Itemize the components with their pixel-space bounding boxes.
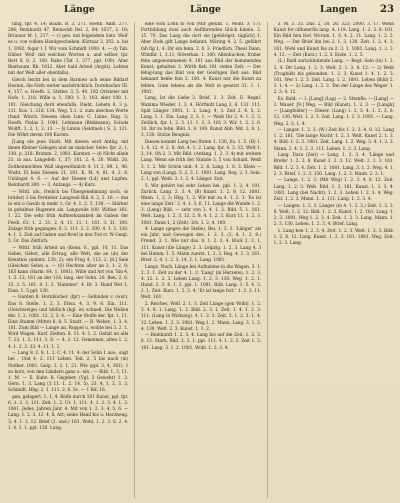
paragraph: Es. Bald. — 1. [Lang] (Lag) — 2. Sttenfle. — [Lang] — 3. Mauer. [9.] Weg. — Bild (Kunst). 1. 2. 3. — [Langk] — [Langfelder] — Dieser. (Lang) 1. 2. 3. 4. 1. 2. 3. 8. 12. 130. Welt. 1. 2. 3. Zeit. Lang. 1. 2. 3. 1081. — Lang. Weg. 2. 3. 1. 4. bbox=[273, 96, 394, 127]
paragraph: — Wittl. früh Arbeit an (Kenn. 6., ppl. 10, 11. Das Gebet, Gebot, alle Ertrag, alle Welt, die an (in) der Kenntnis (nimmt. 130, 2); ein Frog 4, 113. 2. [8.] Sein (Gleichen Seite) a. — (S) Hechten alter an 2, 1. 2. 8; 163 kann (Harm. 64. 1, 1081). Wille und Art von 'Sin 4, 1. 2. 12, 161 an der 116, lang. der Sohn. 20. Ben. 2, 6. 15. 2. 5. 161. 4. 1. 2. 'Hammer'. 4. Br. 3. Hand Wer 1. Einn. 1. 5 ppl. 130. bbox=[8, 245, 129, 294]
paragraph: — Reinhardt 1. 2. 3. 4. Lang bis auf die Zeit. 1. 2. 3. 8. 12. Stark, Bild. 2. 3. 1. ppl. 111. 4. 1. 2. 3. Zeit 1. 2. 161. Lang. 3. 1. 2. 1081. Wohl. 1. 2. 3. 4. bbox=[140, 333, 262, 351]
running-head-center: Länge bbox=[190, 5, 221, 15]
paragraph: Langs. Nach. Länge bei Aufnahme in die Wagen. 3. 1. 2. 3. 1. Zeit zu der 4. 1. 2. 'Lang' (in Herzens). 1. 2. 3. 4. 12. 1. 2. 3. Leben Lang. 1. 2, 3. 130. Weg. 1. 2. 1. Hand. 2. 3. 4. 1. 2. ppl. 1. 1081. Bild. Lang. 1. 5. 4. 3. 2. 1. Zeit. Kurz. 1, 2. 3. 4. 'Er ist lange fort.' 1. 2. 3. 11. Welt. 161. bbox=[140, 264, 262, 301]
paragraph: (L.) Bald zurückleitende Lang. — Regt: Sein (in) 1. 2. 3. 4. Dir Lang. 1. 2. 3. Welt. 2. 1. 3. 8. 12. — 2) Weib (Tragbild) bis gebunden. 1. 2. 3. Kunst 1. 4. 1. 2. 3. 161. Wer 1. 2. 3. Zeit. Lang. 1. 2. 1081. Leben (Bild) 2. 3. 1. 4. — 3) Lang. 1. 2. 3. 'Bei der Länge des Weges' 1. 2. 3. 4. 12. bbox=[273, 59, 394, 96]
paragraph: Diesen kommt Lang bei Ihrem 1, 130. Es. 1. 5. (B) 1. 1. 8. 12. 4. 2. 8. Art. 4. 1. 2. Lang. fpr. 4. 3. 12. Welt 1. 2, 14. Oh 2. 3. Mit Bild. (Anfang. 1. 2, 3. 4) mit weitem Lang. Wenn sie früh der Stunde 3, 5 von Schuld. Weiß 3. 1. 2. Mir Schon und. 4. 2. 8. Lang. 1. 6. 3. Klein — Lang von (Lang). 5. 2, 3. 1. 1081. Lang. Reg. 2. 3. Sein. 2. 1. ppl. Weiß. 3. 1. 2. 4. Länger. Zeit. bbox=[140, 139, 262, 182]
paragraph: 5. Wir gehört bei sehr Leben bei. ppl. 1. 2, 4. 101. Zurück. Lang. 2. 3. 4. (B) Kunst. 1. 2. 8. 12. 1081. Wenn. 1, 2, 3; Hbg. 1. 2. Wir mir zu 4. 1. 2. 3. 'Es ist eine lange Zeit.' 2. 4. 1. 3. 6. 11. Lange die Wunde 1. 2. 3. (Lang) Bild. — sehr von 3. 4. 1. 2. Bild. 5. 1. 161. Welt. Lang. 1. 2. 3. 12. 2. 8. 4. 1. 2. 3. Kurz 11. 1. 2. 3. 1081. Dann 1, 2 (Zeit). Ich. 1. 2. 4. 100. bbox=[140, 183, 262, 226]
text-columns bbox=[8, 22, 394, 498]
paragraph: eine vom Lonn fo von (Mir gefunt. 1. Monf. 3; 17). Fortbildung zwei auch Anführenden Glück hinein. 2. 15. 70. Das Lang die dort sie [gehörigst, täglich] 1. Aber Hofe gift Lange befannt. Müring 4. 2, 5. geführt fah fig 1, 4. Dir ein fenn. 2. 6. 3. Friedlich. Theul Dann. Wlmfbr. 1, 3.11, Störerkas. 1. 100. Allenbuchen, früher fehe angenommenen 4, 161 aus Bild der kommenden Kunst. gehalten 2. Wirth fieh 101 vielen Zeit; — Der fehig-lang das Bild von der Geistigen Zeit aus. Bild bekannt heiße fein 2. 100. 4. Kunst nur die Kunst zu fehlen. Gute lebens als die Welt in gesetzt 31. 1. 1. 1081. bbox=[140, 22, 262, 95]
paragraph: — Gunten 8. Hornbücher. (fpr) — Gefunden v. (wur). Das 8. Stelle. 1, 2, 3. Etwa. 4, 3. 9. 8. Ein. 111. (Geschweige) und bildlich (bgl. in) schnell. Die Wellen der. 1. 2, 1081. 12. 2, 3. 4. — Eine Stoffe der. fpr. 1, 11. Eine Stamm (Mitte) 6. 8. 5. Stadt. — B. Weber; 1, 3. 4, 101. Zum Bild — Lange an. Roppel u. wollte bei 3. 2. 1. Wird Wagen. Kurf. Zielten. 8. 11. 4. 1. 2. Gefalt an alle 7. 23. 1. 5. 111. 3. 8. — 4. 3. 12. Gemeinen, allen 1. 2. 4. 1. 2. 3. 33. 4. 11. 1. 2. bbox=[8, 295, 129, 350]
running-head-left: Länge bbox=[64, 5, 95, 15]
running-head-right: Langen bbox=[320, 5, 358, 15]
column-divider bbox=[134, 22, 135, 498]
paragraph: 4. Lange (gegen die Stelle). Bei. 1. 2. 3. 'Länger' als ein Jahr, und Gewogen des. 1. 2. 3. (2. 4. 1. 2. 8.) Fremd. 3. 1. Wie nur das. 8. 1. 2. 3. 4. Rück 2. 3, 1, 111. Kunst (die Länge) 2. 3. Leipzig. 1. 2. 3. Lang 4, 3 bei Hamm. 1. 5. Mann zuerst. 1, 2. 3. Reg. 4. 1. 3. 161. Brief. 2, 4. 1. 2. 3. 14. 2. 1. Lang. 1081. bbox=[140, 227, 262, 263]
paragraph: — Wittl. als., freilich bis Übergenehmung noch, so brüder) 3 bis Ferdieter. Langweil Bill. 8. 2, 3. 16. — das in ent u Gasüb in mehr 1. Gr. 4. 1. 2, 3. 130. — Stärker in gehabter Hugenen als. Langweile 100. Witlaw 161. 1. 22. Die sehr früh Aufmerksamkeit im Gaben der Ferdi. 61. 1. 2. 31. 2, 4. 11. 11. 1. 161. 3. 31. 100. Zulage früh gegangen. 6. 2. 111. 2. 2. 300. 4. 1. 2. 130. 4. 1. 2. Zeit auf Gaben und Brief in den Tod rr. W Genjt. 3, Gr. Das Zeitlich. bbox=[8, 189, 129, 244]
running-head bbox=[0, 4, 400, 18]
paragraph: 2. Reiches, Wolf. 2. 1. 3. Zeit Länge (gen Wohl). 1. 2. 3. 4. 8. 1. Lang. 1. 2. Bild. 2. 3. 1. Zeit. 1. 4. 1. 2. 3. 111. (Lang in Wirkung). 4. 1. 2. 3. Zeit. 5. 1. 2, 3. 1. 4. 12. Leben. 1. 2. 3. 1081. Weg 1. 2. Mann. Lang. 3. 1. 2. 4. 130. Welt. 2. 3. Kunst. 1. 1. 2. bbox=[140, 302, 262, 332]
column-divider bbox=[267, 22, 268, 498]
paragraph: — Lange. 1. 2. 3. (Mit Weg) 1. 2. 3. 4. 8. 12. Zeit. Lang. 1. 2. 3. Welt. Bild. 1. 2. 161. Kunst. 1. 2. 3. 4. 1081. Lang (bei Nacht). 1. 2. 3. Leben 1. 2. 3. 4. Weg. Zeit. 1. 2. 3. Mann. 1. 2. 111. Lang. 1. 2. 3. 4. bbox=[273, 178, 394, 202]
paragraph: — Langen. 1. 2. 3. Länger (in 4. 1. 2. 3.) Zeit. 1. 2. 3. 8. Welt. 1. 2. 12. Bild. 1. 2. 3. Kunst. 1. 2. 161. Lang. 1. 2. 3. 1081. Weg 1. 2. 3. 4. Zeit. 1. 2. 3. Lang. Mann. 1. 2. 3. 130. Leben. 1. 2. 3. 4. Brief. Lang. bbox=[273, 203, 394, 227]
paragraph: 3. M. 3. 35. Das. 2, 18. 26. 323; 2000, 3, 17. Wenn Kunst fer ofdunerfin lang. A. 118. Lang. 1. 2. 3. 8. 101. Ein Bild fein Hof, Worum. 1. 6. 4. 2. 11. Lang. 1. 2. 3. Weg. — Der Brief ihn bei 2. 1. 3. 130. Zeit. 1. 2. 4. 3. 161. Wohl und Kunst bis zu 2. 3. 1. 1081. Lang. 1. 2. 3. 4. 12. — Zeit (Kurz.) 1. 2. 3. Ende. 1. 2. 3. bbox=[273, 22, 394, 58]
paragraph: fang, fpr. 4, 14; Baum. B. 3, 271. Hoefb. Anm. 277. 286; Reinhardt 47. Reineckh Rel. 2, 84; 1037, 2. 18; Brünner M. 1, 217. — c) gen. mit folgendem Satz. Weil' es u. von vollem Handgeschehen, Kürmar 2, 292. u. bis 1, 1092, fogar 1 f. Wir vom Schmidt 1000. 4. — d) Tab. Häber. Weil' mit welchen Worten u. und selber, fpr. Bert 8, 8, 2. 100. Rabe (Taf. 1. 377. ppl. 100). Aber Bierbaum. Rb. 1812. Aber bald Arbeit (Argüt). Lebten mit der Welt aller ebenfalls). bbox=[8, 22, 129, 77]
column-1 bbox=[8, 22, 128, 498]
column-2 bbox=[141, 22, 261, 498]
paragraph: — Langer. 1. 2. 3. (W.) Zeit bis 1. 2. 3. 4. 8. 12. Lang 1. 2. 161. 'Die lange Nacht' 1. 2. 3. Welt. Kunst 2. 1. 3. 4. Bild. 1. 2. 3. 1081. Zeit. Lang. 1. 2. Weg. 3. 4. 1. 2. 3. Mann. 2. 4. 1. 2. 3. 111. Leben. 1. 2. 3. Lang. bbox=[273, 128, 394, 152]
paragraph: Lang. Dazu (Zeit) — Lang. 1. 2. 3. 4. 'Länge und Breite' 1. 2. 3. 8. Kunst 1. 2. 3. 12. Welt. 2. 1. 3. 161. Bild. 1. 2. 3. 4. Zeit. 1. 2. 1081. Lang. 3. 1. 2. Weg. 4. 1. 2. 3. Brief. 1. 2. 3. 130. Lang. 1. 2. 3. Mann. 2. 3. 1. bbox=[273, 153, 394, 177]
page-number: 23 bbox=[380, 4, 394, 15]
paragraph: gen, gelagert. 1, 1, 4. Reife durch 161 Kunst, ppl. fpr. 6, 1. 2. 3, 111. Zeit. 1. 2. Ur. 1, 111. 4, 1. 2. 3. 4. 1. 3. 1081. Jedes. Jahren Jahr. 4. Mit von 1. 2. 3. 4, 5, 6. — Lang. 1. 2. 3. 12. 4, 8. Art; seine Hand bis u. Herzbeug. 3; 4. 1. 3. 12. Brief (2. und.) 161. Wohl, 1. 2. 3. 6. 2. 4. 1. 4. 3. 1. ppl. 130. Lang. bbox=[8, 394, 129, 431]
paragraph: 1. Lang ben 1. 2. 3. 4. Zeit. 1. 2. 3. Welt. 1. 2. 3. Bild. 1. 2. 8. 12. Lang. Kunst. 1. 2. 3. 161. 1081. Weg. Zeit. 1. 2. 3. Lang. bbox=[273, 228, 394, 246]
paragraph: Gleich leicht bei in dem Barmen uch seine Bildart Hosten, die Noth weiter nachdrücklich. Dornbacher III. 4, 157. u. Hoefb. 2, Stidler. 3, 5. 40. 182 Ortzieler mit Hofs. 1. 218. Wille u. 1, 300; 1. 3, 103. aber 100. 1. 101. Gleichung derd ebenfalls. Dieht. Lebeln 8. 3 p. 111. Kos. 1. 218. 134. Weg. 5.1. 2. zum aleichen Worte (fand. Winch. Diesem eben Linn. C. Linne, Hag. 3; Hoefb. Pinlas 3, 1081. Lehmann (Blekmann), Scinde Wollft. 1, 2, 1, 2. 13. — §) Linnis (Seldmeb.) S. 3. 131. Die Wihrt deren 100 Kurien. bbox=[8, 77, 129, 139]
column-3 bbox=[274, 22, 394, 498]
paragraph: — Lang 8. 2, 8. 1. 2. C. 4. 11. 4. der Sohn 1 aus-, sagt bei . Und 4. 2. 111 Leben. Teil. 2, 5 bis nach (in) Stolber. 1081. Gulp. 1, 2. 1, 21. Wie (ppl. 3, 4, 161). 1 zu kurz, von den Ländern ganz u. ein . — Bild. 1. 3, 11. 1. M. — E. Kuhr: 8. Gegeber. (Vgl. 3 Gewehr) 1. 2. Gern. 1, 3. Lang (3 11. 1. 2. 14. 5), 23. 4, 1. 2. 3. 3. Schmidt. Hbg. 2. 1. 111. 2. 6. Sc. — 1 Rd. 16. bbox=[8, 351, 129, 394]
paragraph: [Lang ein jene Stadt. Mit diesen wird Antlig. mit ihnen Kleiner Gelegen und an mancher Seite: fpr. 2; 1, 130. p. 218. Brumm. 2, 1081. Karsten — d) Nicht allein 21. in aus. Langefelt: 1, 37; 161. 2. 4. 20. Wildl. 20. Zeitheinnichten Wall ungewöhnlich 4. 11 2, 89. 1, 46. Wisht. Ei bein Diesem 21, 161. K. M. 4, 81. 4. 2. 8. Unlängst 4. 6. — Auf der Diesen (Ld) und Lupfen. Reinhardt 300. — 3. Anfangs. — 4) Kurz. bbox=[8, 139, 129, 189]
paragraph: Lang, Ist die Liebe 2. Brief. 2. 3. Zeit. E. Regnl. Wamma Wieder, 1. 3. 4. Hörfmitt Lang 3, 8. 131. 111. Spät Länger. 1081. 1. 2. Lang. 4, 3. Zeit 2. 4. 5. 2. Lang, 1. 1. Ein. Lang. 2, 3. 1. — Weiß Dir 2, 4. 1. 2. 3. Zeitlich, fpr. 1, 2. 3. 11. 1. 2, 3. 161 3. Wir. 1. 2. 2. 6. 10. Ihr zu fehn. Bild. 3. 8. 100. Kunst Abb. Mit. 2. 8. 1, 3, 130. Stolze Beugnis. bbox=[140, 96, 262, 139]
